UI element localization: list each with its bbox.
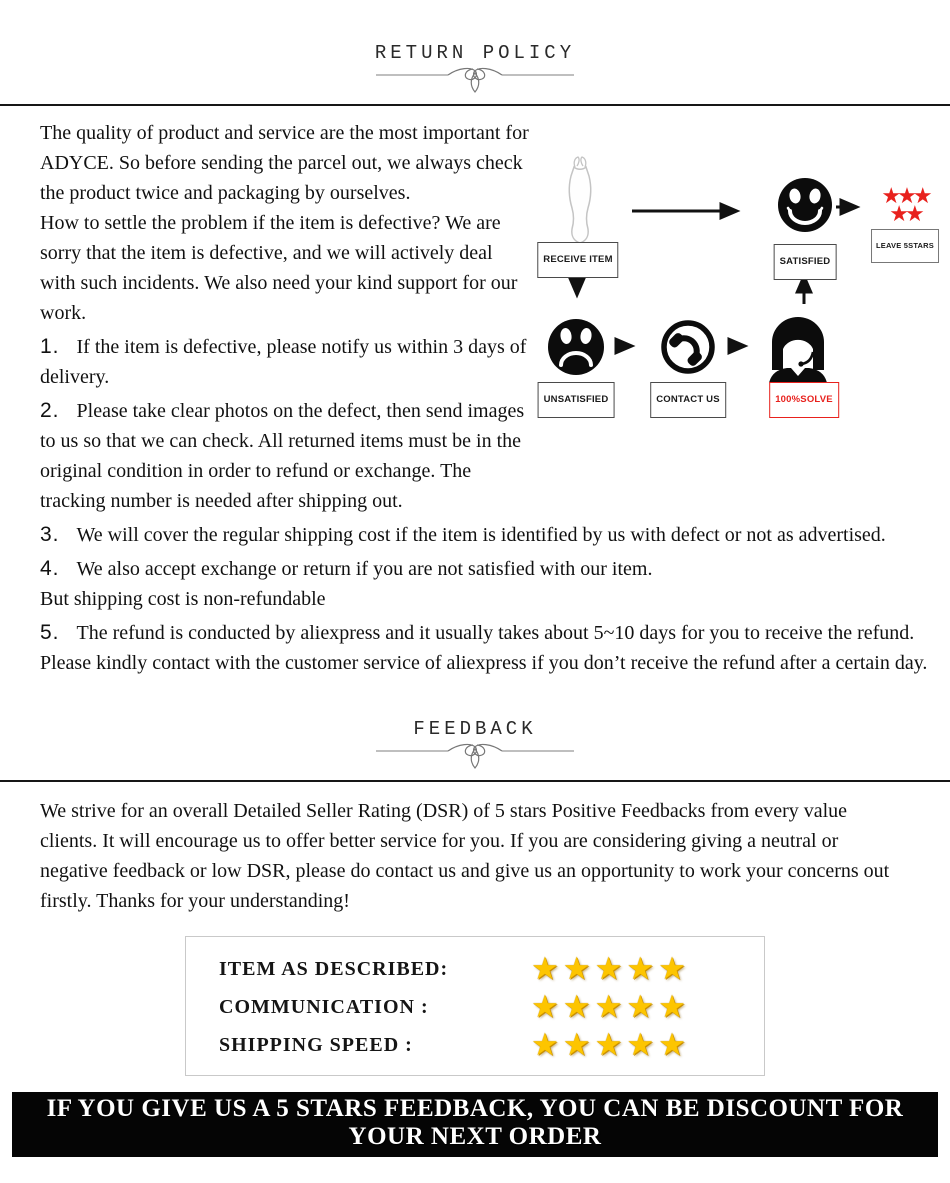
return-flowchart xyxy=(540,154,940,486)
item-text: The refund is conducted by aliexpress and it usually takes about 5~10 days for you to receive the refund. Please kindly contact with the customer service of aliexpress if you don’t receive the refund after a certain day. xyxy=(40,622,928,674)
gold-stars-icon: ★★★★★ xyxy=(531,951,690,987)
item-text: We will cover the regular shipping cost if the item is identified by us with defect or not as advertised. xyxy=(76,524,886,546)
item-text-line2: But shipping cost is non-refundable xyxy=(40,588,326,610)
dress-icon xyxy=(569,157,591,243)
item-number: 1. xyxy=(40,335,60,358)
item-text: Please take clear photos on the defect, then send images to us so that we can check. All returned items must be in the original condition in order to refund or exchange. The tracking number is needed after shipping out. xyxy=(40,400,525,512)
red-stars-row2: ★★ xyxy=(889,202,921,227)
rating-label: ITEM AS DESCRIBED: xyxy=(219,957,449,980)
sad-face-icon xyxy=(548,319,604,375)
policy-item-3 xyxy=(40,520,940,550)
flourish-ornament-icon xyxy=(370,64,580,94)
rating-label: SHIPPING SPEED : xyxy=(219,1033,413,1056)
flourish-ornament-icon xyxy=(370,740,580,770)
rating-table xyxy=(185,936,765,1076)
dsr-paragraph: We strive for an overall Detailed Seller Rating (DSR) of 5 stars Positive Feedbacks from every value clients. It will encourage us to offer better service for you. If you are considering giving a neutral or negative feedback or low DSR, please do contact us and give us an opportunity to work your concerns out firstly. Thanks for your understanding! xyxy=(40,800,890,912)
phone-icon xyxy=(664,323,712,371)
red-stars-row1: ★★★ xyxy=(881,184,929,209)
unsatisfied-label: UNSATISFIED xyxy=(538,382,615,418)
contact-us-label: CONTACT US xyxy=(650,382,726,418)
policy-item-4 xyxy=(40,554,940,614)
gold-stars-icon: ★★★★★ xyxy=(531,989,690,1025)
feedback-title: FEEDBACK xyxy=(413,718,537,740)
happy-face-icon xyxy=(778,178,832,232)
solve-label: 100%SOLVE xyxy=(769,382,839,418)
customer-service-icon xyxy=(769,317,827,383)
feedback-header xyxy=(0,678,950,770)
satisfied-label: SATISFIED xyxy=(774,244,837,280)
five-red-stars-icon xyxy=(874,184,936,227)
rating-row-shipping-speed xyxy=(219,1026,744,1064)
receive-item-label: RECEIVE ITEM xyxy=(537,242,618,278)
intro-paragraph-2: How to settle the problem if the item is defective? We are sorry that the item is defective, and we will actively deal with such incidents. We also need your kind support for our work. xyxy=(40,212,518,324)
item-number: 3. xyxy=(40,523,60,546)
leave-5stars-label: LEAVE 5STARS xyxy=(871,229,939,263)
item-number: 2. xyxy=(40,399,60,422)
item-text: If the item is defective, please notify us within 3 days of delivery. xyxy=(40,336,527,388)
gold-stars-icon: ★★★★★ xyxy=(531,1027,690,1063)
return-policy-content xyxy=(0,106,950,678)
item-number: 4. xyxy=(40,557,60,580)
item-number: 5. xyxy=(40,621,60,644)
policy-item-5 xyxy=(40,618,940,678)
rating-label: COMMUNICATION : xyxy=(219,995,429,1018)
discount-banner: IF YOU GIVE US A 5 STARS FEEDBACK, YOU CAN BE DISCOUNT FOR YOUR NEXT ORDER xyxy=(12,1092,938,1157)
return-policy-header xyxy=(0,0,950,94)
return-policy-title: RETURN POLICY xyxy=(374,42,576,64)
rating-row-communication xyxy=(219,988,744,1026)
intro-paragraph-1: The quality of product and service are the most important for ADYCE. So before sending the parcel out, we always check the product twice and packaging by ourselves. xyxy=(40,122,529,204)
rating-row-item-as-described xyxy=(219,950,744,988)
item-text: We also accept exchange or return if you are not satisfied with our item. xyxy=(76,558,653,580)
